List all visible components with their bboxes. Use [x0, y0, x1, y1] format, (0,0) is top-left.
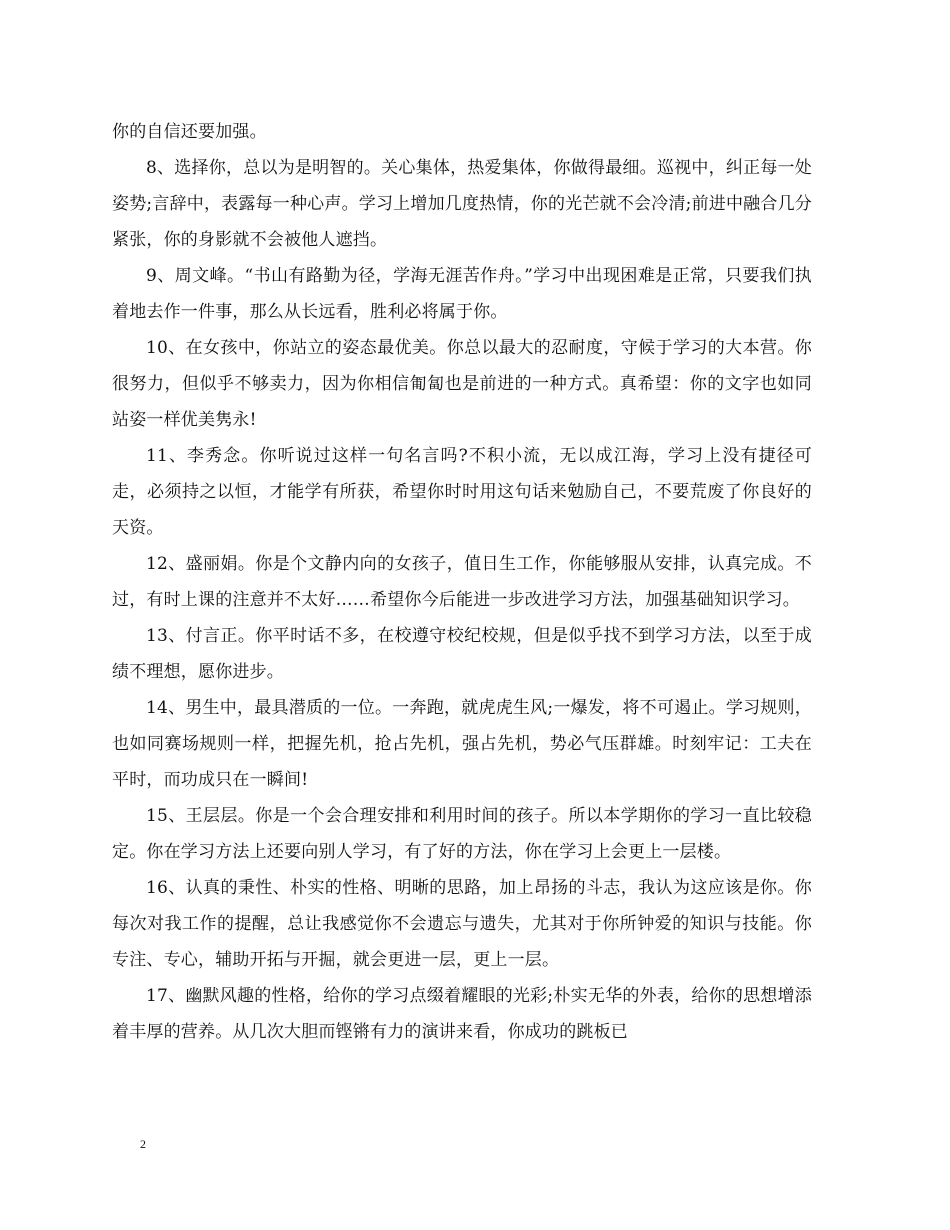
paragraph: 8、选择你，总以为是明智的。关心集体，热爱集体，你做得最细。巡视中，纠正每一处姿势;言辞中，表露每一种心声。学习上增加几度热情，你的光芒就不会冷清;前进中融合几分紧张，你的身影就不会被他人遮挡。: [112, 158, 812, 250]
document-body: [112, 114, 812, 1050]
paragraph: 你的自信还要加强。: [112, 122, 267, 142]
paragraph: 10、在女孩中，你站立的姿态最优美。你总以最大的忍耐度，守候于学习的大本营。你很努力，但似乎不够卖力，因为你相信匍匐也是前进的一种方式。真希望：你的文字也如同站姿一样优美隽永!: [112, 338, 812, 430]
paragraph: 9、周文峰。“书山有路勤为径，学海无涯苦作舟。”学习中出现困难是正常，只要我们执着地去作一件事，那么从长远看，胜利必将属于你。: [112, 266, 812, 322]
paragraph: 11、李秀念。你听说过这样一句名言吗?不积小流，无以成江海，学习上没有捷径可走，必须持之以恒，才能学有所获，希望你时时用这句话来勉励自己，不要荒废了你良好的天资。: [112, 446, 812, 538]
paragraph: 13、付言正。你平时话不多，在校遵守校纪校规，但是似乎找不到学习方法，以至于成绩不理想，愿你进步。: [112, 626, 812, 682]
paragraph: 17、幽默风趣的性格，给你的学习点缀着耀眼的光彩;朴实无华的外表，给你的思想增添着丰厚的营养。从几次大胆而铿锵有力的演讲来看，你成功的跳板已: [112, 986, 812, 1042]
paragraph: 12、盛丽娟。你是个文静内向的女孩子，值日生工作，你能够服从安排，认真完成。不过，有时上课的注意并不太好……希望你今后能进一步改进学习方法，加强基础知识学习。: [112, 554, 812, 610]
paragraph: 15、王层层。你是一个会合理安排和利用时间的孩子。所以本学期你的学习一直比较稳定。你在学习方法上还要向别人学习，有了好的方法，你在学习上会更上一层楼。: [112, 806, 812, 862]
paragraph: 14、男生中，最具潜质的一位。一奔跑，就虎虎生风;一爆发，将不可遏止。学习规则，也如同赛场规则一样，把握先机，抢占先机，强占先机，势必气压群雄。时刻牢记：工夫在平时，而功成只在一瞬间!: [112, 698, 812, 790]
page-number: 2: [140, 1137, 146, 1151]
paragraph: 16、认真的秉性、朴实的性格、明晰的思路，加上昂扬的斗志，我认为这应该是你。你每次对我工作的提醒，总让我感觉你不会遗忘与遗失，尤其对于你所钟爱的知识与技能。你专注、专心，辅助开拓与开掘，就会更进一层，更上一层。: [112, 878, 812, 970]
